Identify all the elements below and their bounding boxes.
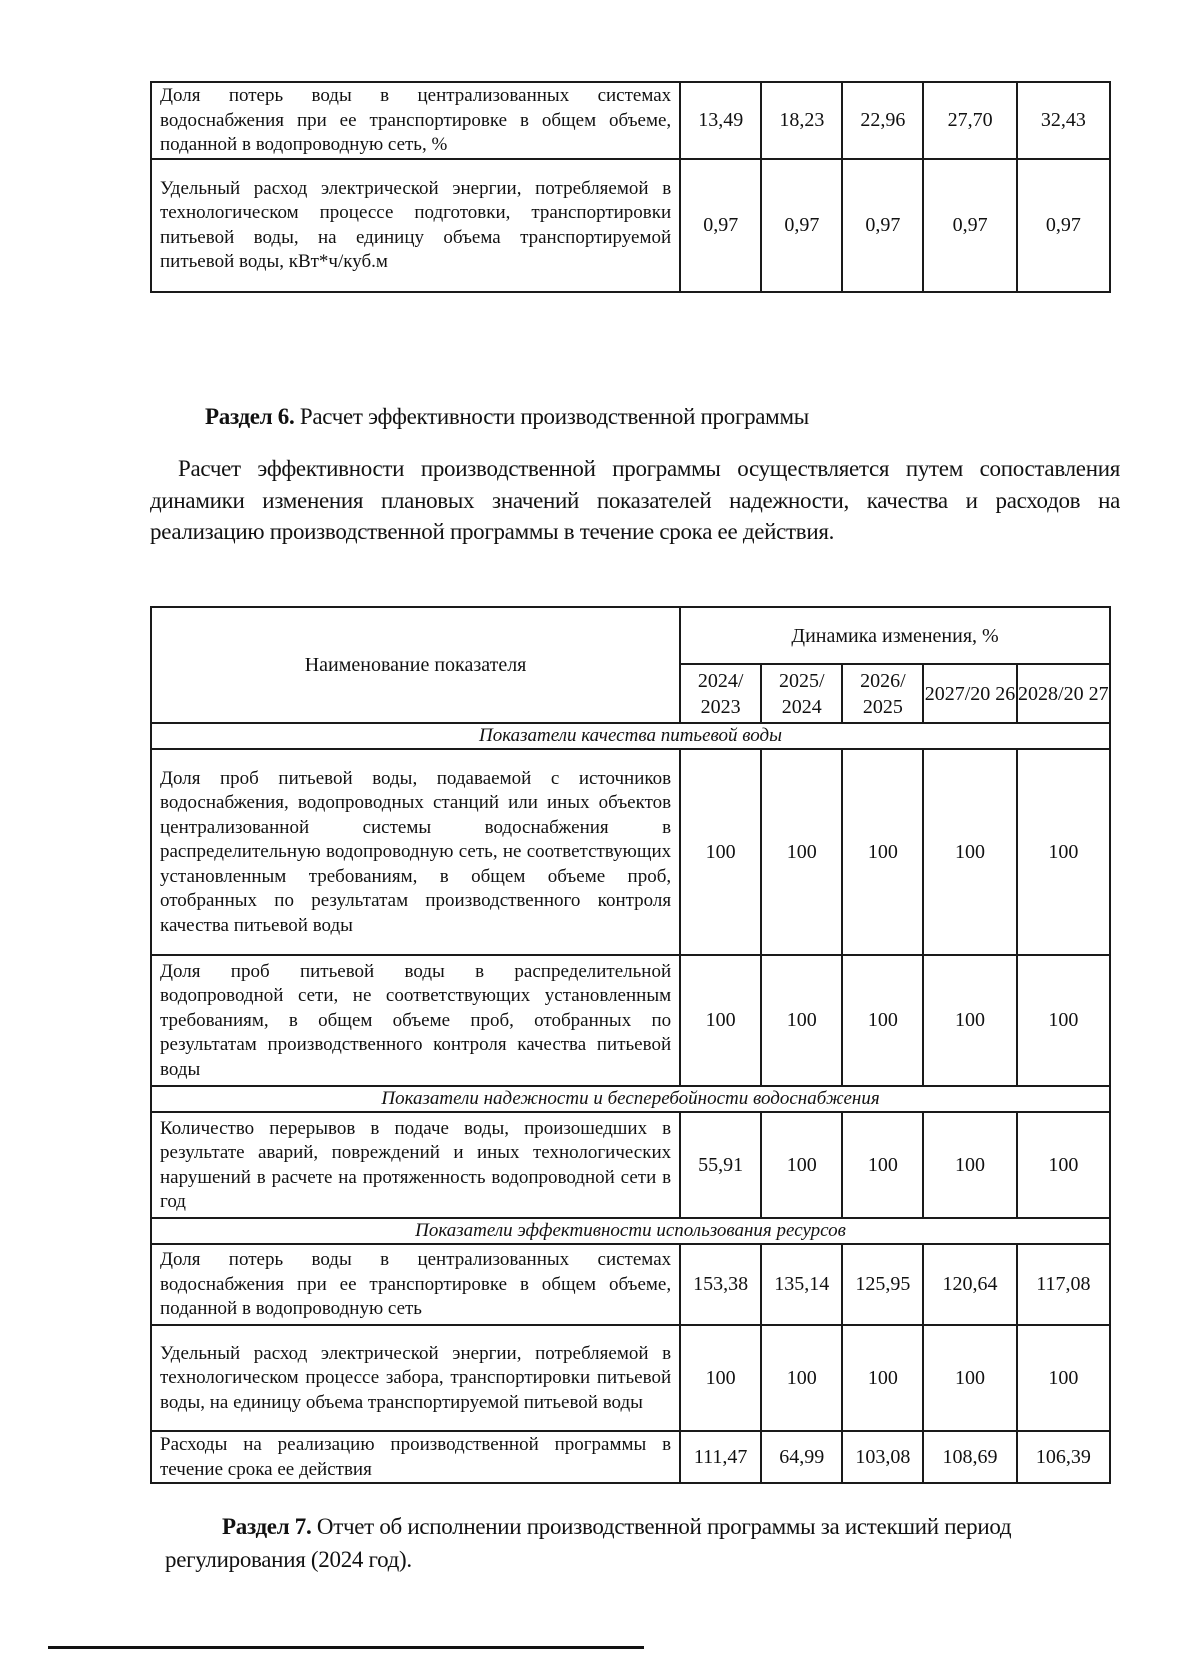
dynamics-table: [150, 606, 1111, 1484]
cell-value: 100: [761, 1325, 842, 1431]
cell-value: 117,08: [1017, 1244, 1110, 1325]
cell-value: 125,95: [842, 1244, 923, 1325]
cell-value: 111,47: [680, 1431, 761, 1483]
section6-title: [205, 404, 809, 430]
group-row: [151, 723, 1110, 749]
cell-value: 100: [1017, 1325, 1110, 1431]
group-row: [151, 1218, 1110, 1244]
cell-value: 13,49: [680, 82, 761, 159]
section7-title-bold: Раздел 7.: [222, 1514, 312, 1539]
table-row: [151, 1244, 1110, 1325]
cell-value: 55,91: [680, 1112, 761, 1218]
cell-value: 100: [1017, 955, 1110, 1086]
table-row: [151, 955, 1110, 1086]
section6-paragraph: Расчет эффективности производственной программы осуществляется путем сопоставления динамики изменения плановых значений показателей надежности, качества и расходов на реализацию производственной программы в течение срока ее действия.: [150, 456, 1120, 544]
cell-value: 100: [680, 749, 761, 955]
cell-value: 100: [842, 749, 923, 955]
cell-value: 0,97: [761, 159, 842, 292]
cell-value: 22,96: [842, 82, 923, 159]
section7-title: [165, 1510, 1120, 1576]
cell-value: 103,08: [842, 1431, 923, 1483]
cell-value: 64,99: [761, 1431, 842, 1483]
cell-value: 100: [1017, 1112, 1110, 1218]
cell-value: 100: [923, 955, 1016, 1086]
group-title: Показатели эффективности использования ресурсов: [151, 1218, 1110, 1244]
table-row: [151, 1431, 1110, 1483]
group-title: Показатели качества питьевой воды: [151, 723, 1110, 749]
cell-value: 0,97: [1017, 159, 1110, 292]
cell-value: 108,69: [923, 1431, 1016, 1483]
table-row: [151, 82, 1110, 159]
cell-value: 100: [761, 1112, 842, 1218]
cell-value: 100: [923, 1112, 1016, 1218]
row-name: Доля потерь воды в централизованных системах водоснабжения при ее транспортировке в общем объеме, поданной в водопроводную сеть: [151, 1244, 680, 1325]
header-dynamics: Динамика изменения, %: [680, 607, 1110, 664]
cell-value: 100: [680, 955, 761, 1086]
row-name: Удельный расход электрической энергии, потребляемой в технологическом процессе подготовки, транспортировки питьевой воды, на единицу объема транспортируемой питьевой воды, кВт*ч/куб.м: [151, 159, 680, 292]
year-header: 2027/20 26: [923, 664, 1016, 723]
cell-value: 0,97: [680, 159, 761, 292]
cell-value: 100: [761, 955, 842, 1086]
year-header: 2028/20 27: [1017, 664, 1110, 723]
table-row: [151, 1112, 1110, 1218]
cell-value: 100: [680, 1325, 761, 1431]
cell-value: 100: [923, 749, 1016, 955]
cell-value: 18,23: [761, 82, 842, 159]
cell-value: 0,97: [842, 159, 923, 292]
section7-title-rest: Отчет об исполнении производственной программы за истекший период регулирования (2024 год).: [165, 1514, 1012, 1572]
row-name: Доля проб питьевой воды в распределительной водопроводной сети, не соответствующих установленным требованиям, в общем объеме проб, отобранных по результатам производственного контроля качества питьевой воды: [151, 955, 680, 1086]
cell-value: 100: [842, 1325, 923, 1431]
cell-value: 27,70: [923, 82, 1016, 159]
cell-value: 153,38: [680, 1244, 761, 1325]
group-row: [151, 1086, 1110, 1112]
row-name: Удельный расход электрической энергии, потребляемой в технологическом процессе забора, транспортировки питьевой воды, на единицу объема транспортируемой питьевой воды: [151, 1325, 680, 1431]
top-table: [150, 81, 1111, 293]
cell-value: 100: [761, 749, 842, 955]
cell-value: 100: [842, 955, 923, 1086]
year-header: 2025/ 2024: [761, 664, 842, 723]
table-row: [151, 1325, 1110, 1431]
table-header-row: [151, 607, 1110, 664]
year-header: 2026/ 2025: [842, 664, 923, 723]
cell-value: 120,64: [923, 1244, 1016, 1325]
cell-value: 100: [1017, 749, 1110, 955]
table-row: [151, 749, 1110, 955]
header-name: Наименование показателя: [151, 607, 680, 723]
cell-value: 135,14: [761, 1244, 842, 1325]
cell-value: 106,39: [1017, 1431, 1110, 1483]
cell-value: 0,97: [923, 159, 1016, 292]
cell-value: 32,43: [1017, 82, 1110, 159]
cell-value: 100: [923, 1325, 1016, 1431]
row-name: Количество перерывов в подаче воды, произошедших в результате аварий, повреждений и иных технологических нарушений в расчете на протяженность водопроводной сети в год: [151, 1112, 680, 1218]
footer-divider: [48, 1646, 644, 1649]
section6-title-bold: Раздел 6.: [205, 404, 295, 429]
row-name: Доля проб питьевой воды, подаваемой с источников водоснабжения, водопроводных станций или иных объектов централизованной системы водоснабжения в распределительную водопроводную сеть, не соответствующих установленным требованиям, в общем объеме проб, отобранных по результатам производственного контроля качества питьевой воды: [151, 749, 680, 955]
row-name: Доля потерь воды в централизованных системах водоснабжения при ее транспортировке в общем объеме, поданной в водопроводную сеть, %: [151, 82, 680, 159]
section6-title-rest: Расчет эффективности производственной программы: [294, 404, 809, 429]
row-name: Расходы на реализацию производственной программы в течение срока ее действия: [151, 1431, 680, 1483]
year-header: 2024/ 2023: [680, 664, 761, 723]
table-row: [151, 159, 1110, 292]
cell-value: 100: [842, 1112, 923, 1218]
group-title: Показатели надежности и бесперебойности водоснабжения: [151, 1086, 1110, 1112]
